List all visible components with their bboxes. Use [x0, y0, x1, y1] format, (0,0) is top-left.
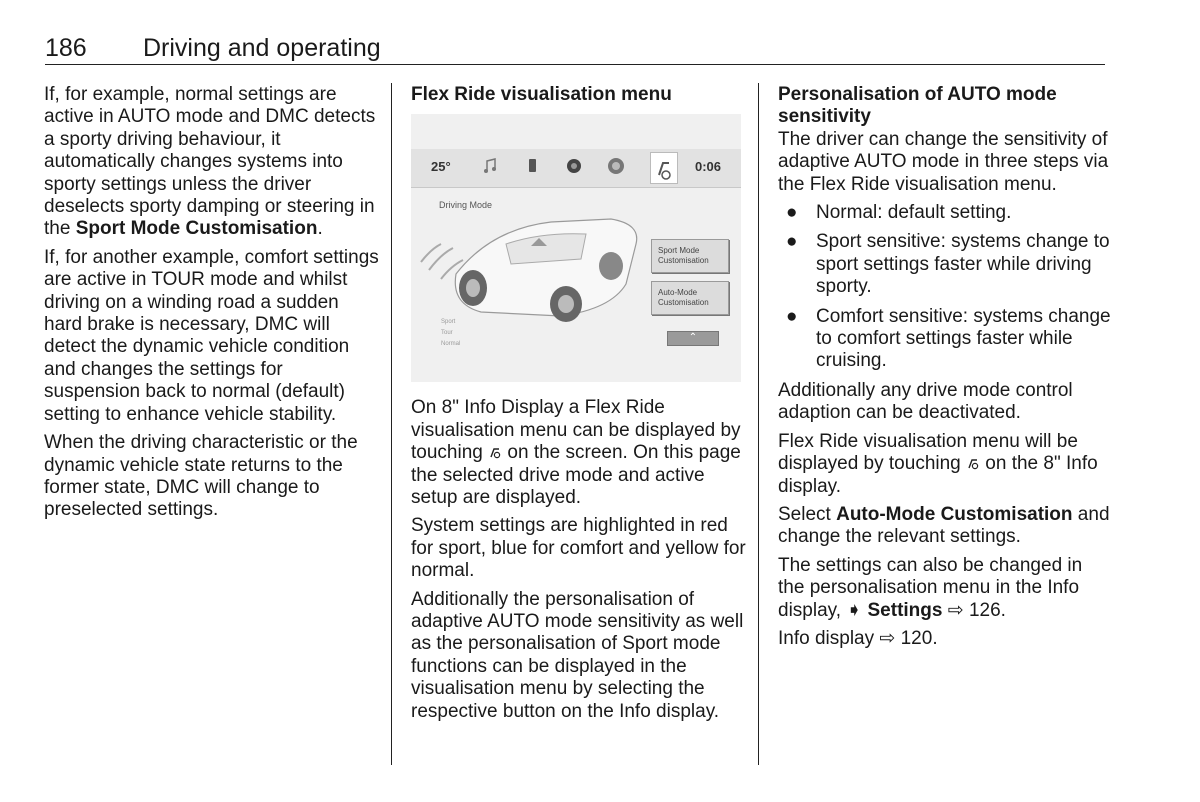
paragraph: The driver can change the sensitivity of adaptive AUTO mode in three steps via the Flex Ride visualisation menu.: [778, 128, 1109, 195]
flex-ride-icon: [966, 456, 980, 470]
page-reference[interactable]: 120: [900, 627, 933, 649]
page-number: 186: [45, 34, 87, 62]
flex-ride-icon: [488, 445, 502, 459]
sport-mode-customisation-term: Sport Mode Customisation: [75, 218, 318, 240]
column-3: [778, 84, 1113, 656]
paragraph: Info display ⇨ 120.: [778, 627, 938, 649]
auto-mode-customisation-term: Auto-Mode Customisation: [836, 503, 1073, 525]
section-heading: Personalisation of AUTO mode sensitivity: [778, 84, 1057, 128]
sport-mode-customisation-button[interactable]: Sport Mode Customisation: [651, 239, 729, 273]
page-reference[interactable]: 126: [968, 599, 1001, 621]
paragraph: The settings can also be changed in the personalisation menu in the Info display, ➧ Settings ⇨ 126.: [778, 554, 1083, 621]
phone-icon: [523, 157, 541, 175]
sensitivity-list: [778, 202, 1113, 373]
flex-ride-icon[interactable]: [650, 152, 678, 184]
paragraph: Additionally the personalisation of adaptive AUTO mode sensitivity as well as the personalisation of Sport mode functions can be displayed in the visualisation menu by selecting the respective button on the Info display.: [411, 588, 744, 722]
page-header: [45, 34, 1105, 65]
bullet-icon: ●: [786, 305, 798, 327]
paragraph: If, for example, normal settings are active in AUTO mode and DMC detects a sporty driving behaviour, it automatically changes systems into sporty settings unless the driver deselects sporty damping or steering in the Sport Mode Customisation.: [44, 84, 376, 240]
side-label-normal: Normal: [441, 341, 461, 348]
list-item: ● Comfort sensitive: systems change to comfort settings faster while cruising.: [786, 305, 1111, 372]
page-ref-icon: ⇨: [947, 599, 964, 621]
bullet-icon: ●: [786, 231, 798, 253]
screen-top-bar: [411, 149, 741, 188]
column-2: [411, 84, 746, 729]
paragraph: On 8" Info Display a Flex Ride visualisation menu can be displayed by touching on the screen. On this page the selected drive mode and active setup are displayed.: [411, 397, 741, 509]
paragraph: Additionally any drive mode control adaption can be deactivated.: [778, 379, 1073, 424]
vehicle-illustration: [411, 204, 741, 344]
side-label-sport: Sport: [441, 319, 456, 326]
list-item: ● Normal: default setting.: [786, 202, 1012, 224]
list-item: ● Sport sensitive: systems change to sport settings faster while driving sporty.: [786, 231, 1110, 298]
paragraph: When the driving characteristic or the dynamic vehicle state returns to the former state, DMC will change to preselected settings.: [44, 432, 358, 521]
column-1: [44, 84, 379, 528]
clock-readout: 0:06: [694, 159, 721, 175]
section-heading: Flex Ride visualisation menu: [411, 84, 672, 105]
navigation-icon: [565, 157, 583, 175]
menu-arrow-icon: ➧: [846, 599, 863, 621]
column-divider-1: [391, 83, 392, 765]
scroll-up-button[interactable]: ⌃: [667, 331, 719, 346]
settings-icon: [607, 157, 625, 175]
side-label-tour: Tour: [441, 330, 453, 337]
music-icon: [481, 157, 499, 175]
flex-ride-screen-figure: [411, 114, 741, 382]
settings-term: Settings: [867, 599, 943, 621]
bullet-icon: ●: [786, 202, 798, 224]
paragraph: Select Auto-Mode Customisation and change the relevant settings.: [778, 503, 1110, 548]
column-divider-2: [758, 83, 759, 765]
screen-title: Driving Mode: [439, 200, 493, 211]
paragraph: If, for another example, comfort settings are active in TOUR mode and whilst driving on a winding road a sudden hard brake is necessary, DMC will detect the dynamic vehicle condition and changes the settings for suspension back to normal (default) setting to enhance vehicle stability.: [44, 246, 379, 425]
temperature-readout: 25°: [431, 159, 451, 175]
paragraph: System settings are highlighted in red for sport, blue for comfort and yellow for normal.: [411, 515, 746, 582]
page-ref-icon: ⇨: [879, 627, 896, 649]
paragraph: Flex Ride visualisation menu will be displayed by touching on the 8" Info display.: [778, 430, 1098, 497]
page-title: Driving and operating: [143, 34, 381, 62]
auto-mode-customisation-button[interactable]: Auto-Mode Customisation: [651, 281, 729, 315]
